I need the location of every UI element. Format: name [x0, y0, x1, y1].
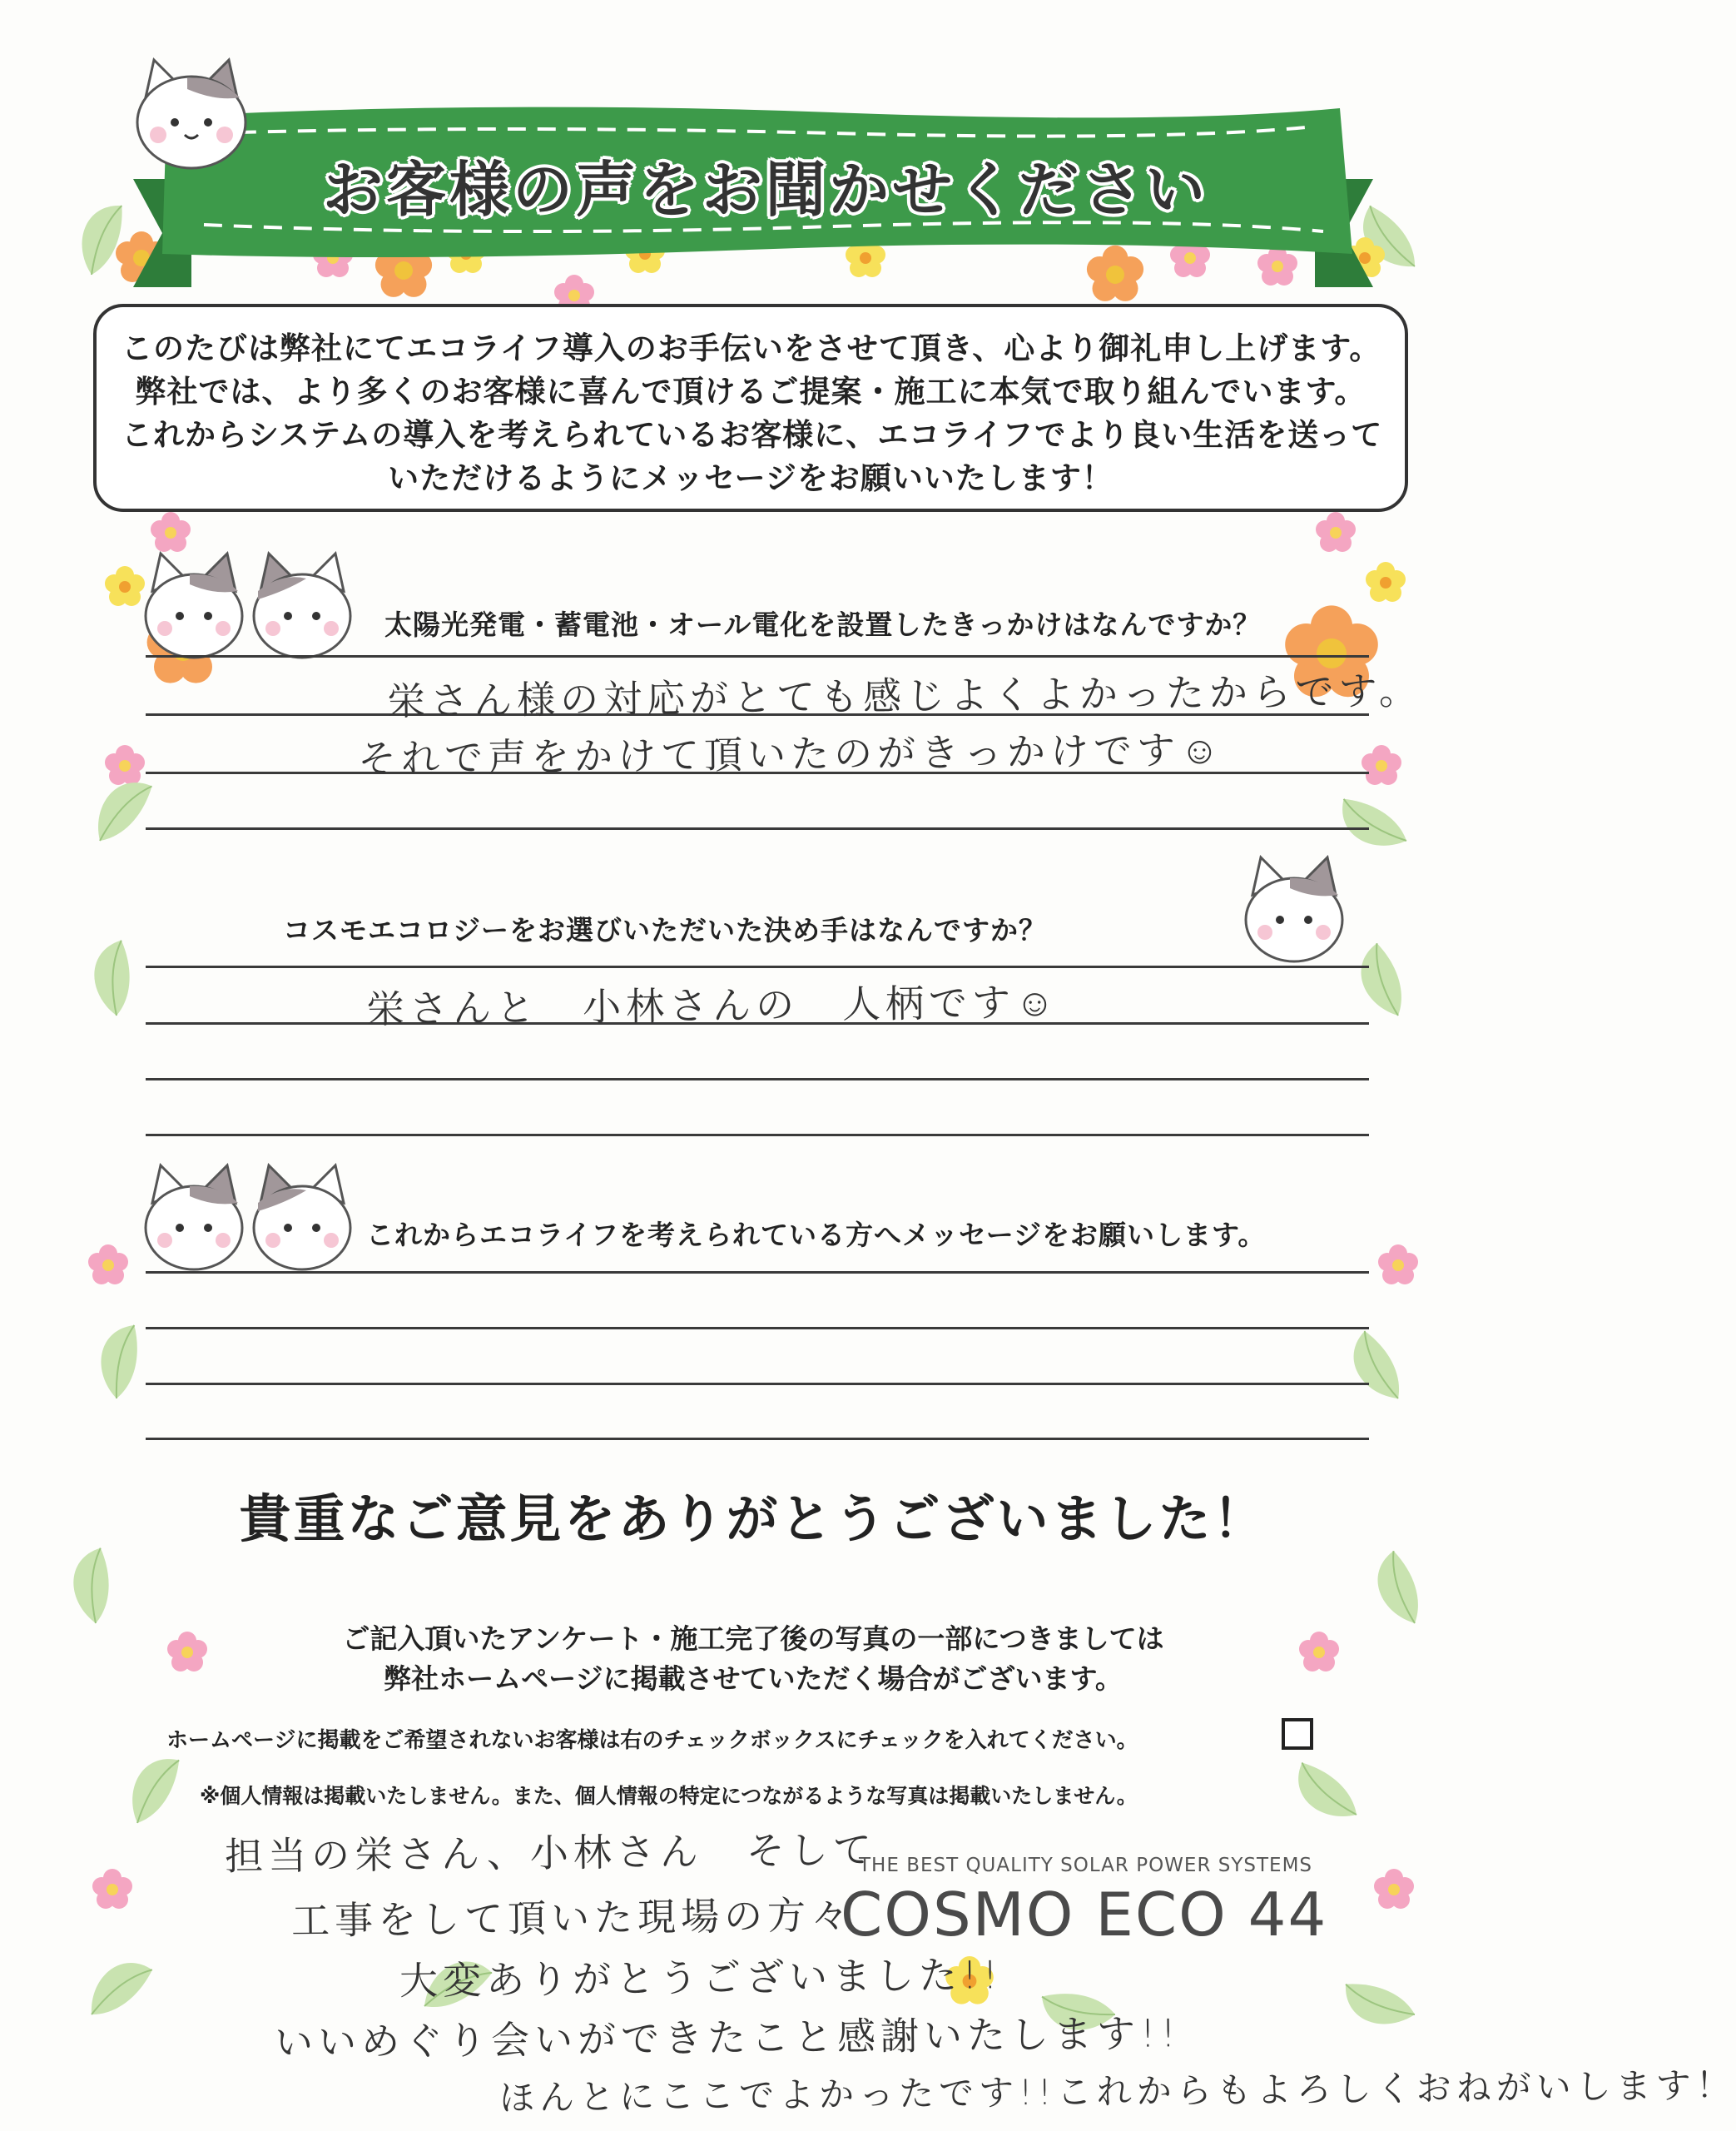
answer-line — [146, 655, 1369, 658]
publication-notice — [0, 1619, 1506, 1699]
answer-line — [146, 966, 1369, 968]
answer-line — [146, 1383, 1369, 1385]
question-3: これからエコライフを考えられている方へメッセージをお願いします。 — [366, 1219, 1267, 1251]
brand-logo — [841, 1880, 1327, 1950]
question-1: 太陽光発電・蓄電池・オール電化を設置したきっかけはなんですか？ — [384, 609, 1262, 641]
message-handwritten: 担当の栄さん、小林さん そして — [224, 1826, 877, 1880]
thanks-heading: 貴重なご意見をありがとうございました！ — [239, 1488, 1267, 1549]
intro-line: 弊社では、より多くのお客様に喜んで頂けるご提案・施工に本気で取り組んでいます。 — [135, 374, 1366, 410]
brand-logo-text: COSMO ECO 44 — [841, 1880, 1328, 1950]
answer-handwritten: 栄さんと 小林さんの 人柄です☺ — [365, 979, 1060, 1032]
intro-line: いただけるようにメッセージをお願いいたします！ — [388, 460, 1114, 496]
message-handwritten: 大変ありがとうございました!! — [399, 1952, 1004, 2004]
intro-line: このたびは弊社にてエコライフ導入のお手伝いをさせて頂き、心より御礼申し上げます。 — [122, 330, 1381, 366]
no-publish-checkbox[interactable] — [1282, 1718, 1313, 1750]
cat-mascot-icon — [1240, 853, 1357, 978]
intro-box — [93, 304, 1408, 512]
intro-line: これからシステムの導入を考えられているお客様に、エコライフでより良い生活を送って — [122, 417, 1383, 453]
question-2: コスモエコロジーをお選びいただいた決め手はなんですか？ — [283, 914, 1047, 946]
message-handwritten: ほんとにここでよかったです!!これからもよろしくおねがいします！ — [498, 2064, 1736, 2119]
brand-tagline: THE BEST QUALITY SOLAR POWER SYSTEMS — [859, 1855, 1313, 1876]
answer-line — [146, 1438, 1369, 1440]
message-handwritten: いいめぐり会いができたこと感謝いたします!! — [274, 2010, 1182, 2065]
answer-line — [146, 1271, 1369, 1274]
answer-line — [146, 1327, 1369, 1329]
cat-mascot-icon — [125, 52, 258, 185]
answer-handwritten: 栄さん様の対応がとても感じよくよかったからです。 — [386, 668, 1423, 724]
page-title: お客様の声をお聞かせください — [322, 155, 1208, 225]
cat-mascot-icon — [140, 1161, 356, 1286]
answer-line — [146, 1078, 1369, 1080]
answer-line — [146, 827, 1369, 830]
notice-line: ご記入頂いたアンケート・施工完了後の写真の一部につきましては — [342, 1622, 1164, 1655]
checkbox-label: ホームページに掲載をご希望されないお客様は右のチェックボックスにチェックを入れてください。 — [166, 1728, 1138, 1753]
answer-handwritten: それで声をかけて頂いたのがきっかけです☺ — [357, 727, 1225, 782]
privacy-note: ※個人情報は掲載いたしません。また、個人情報の特定につながるような写真は掲載いたしません。 — [200, 1784, 1138, 1808]
answer-line — [146, 1134, 1369, 1136]
message-handwritten: 工事をして頂いた現場の方々 — [290, 1892, 855, 1944]
notice-line: 弊社ホームページに掲載させていただく場合がございます。 — [384, 1662, 1123, 1695]
